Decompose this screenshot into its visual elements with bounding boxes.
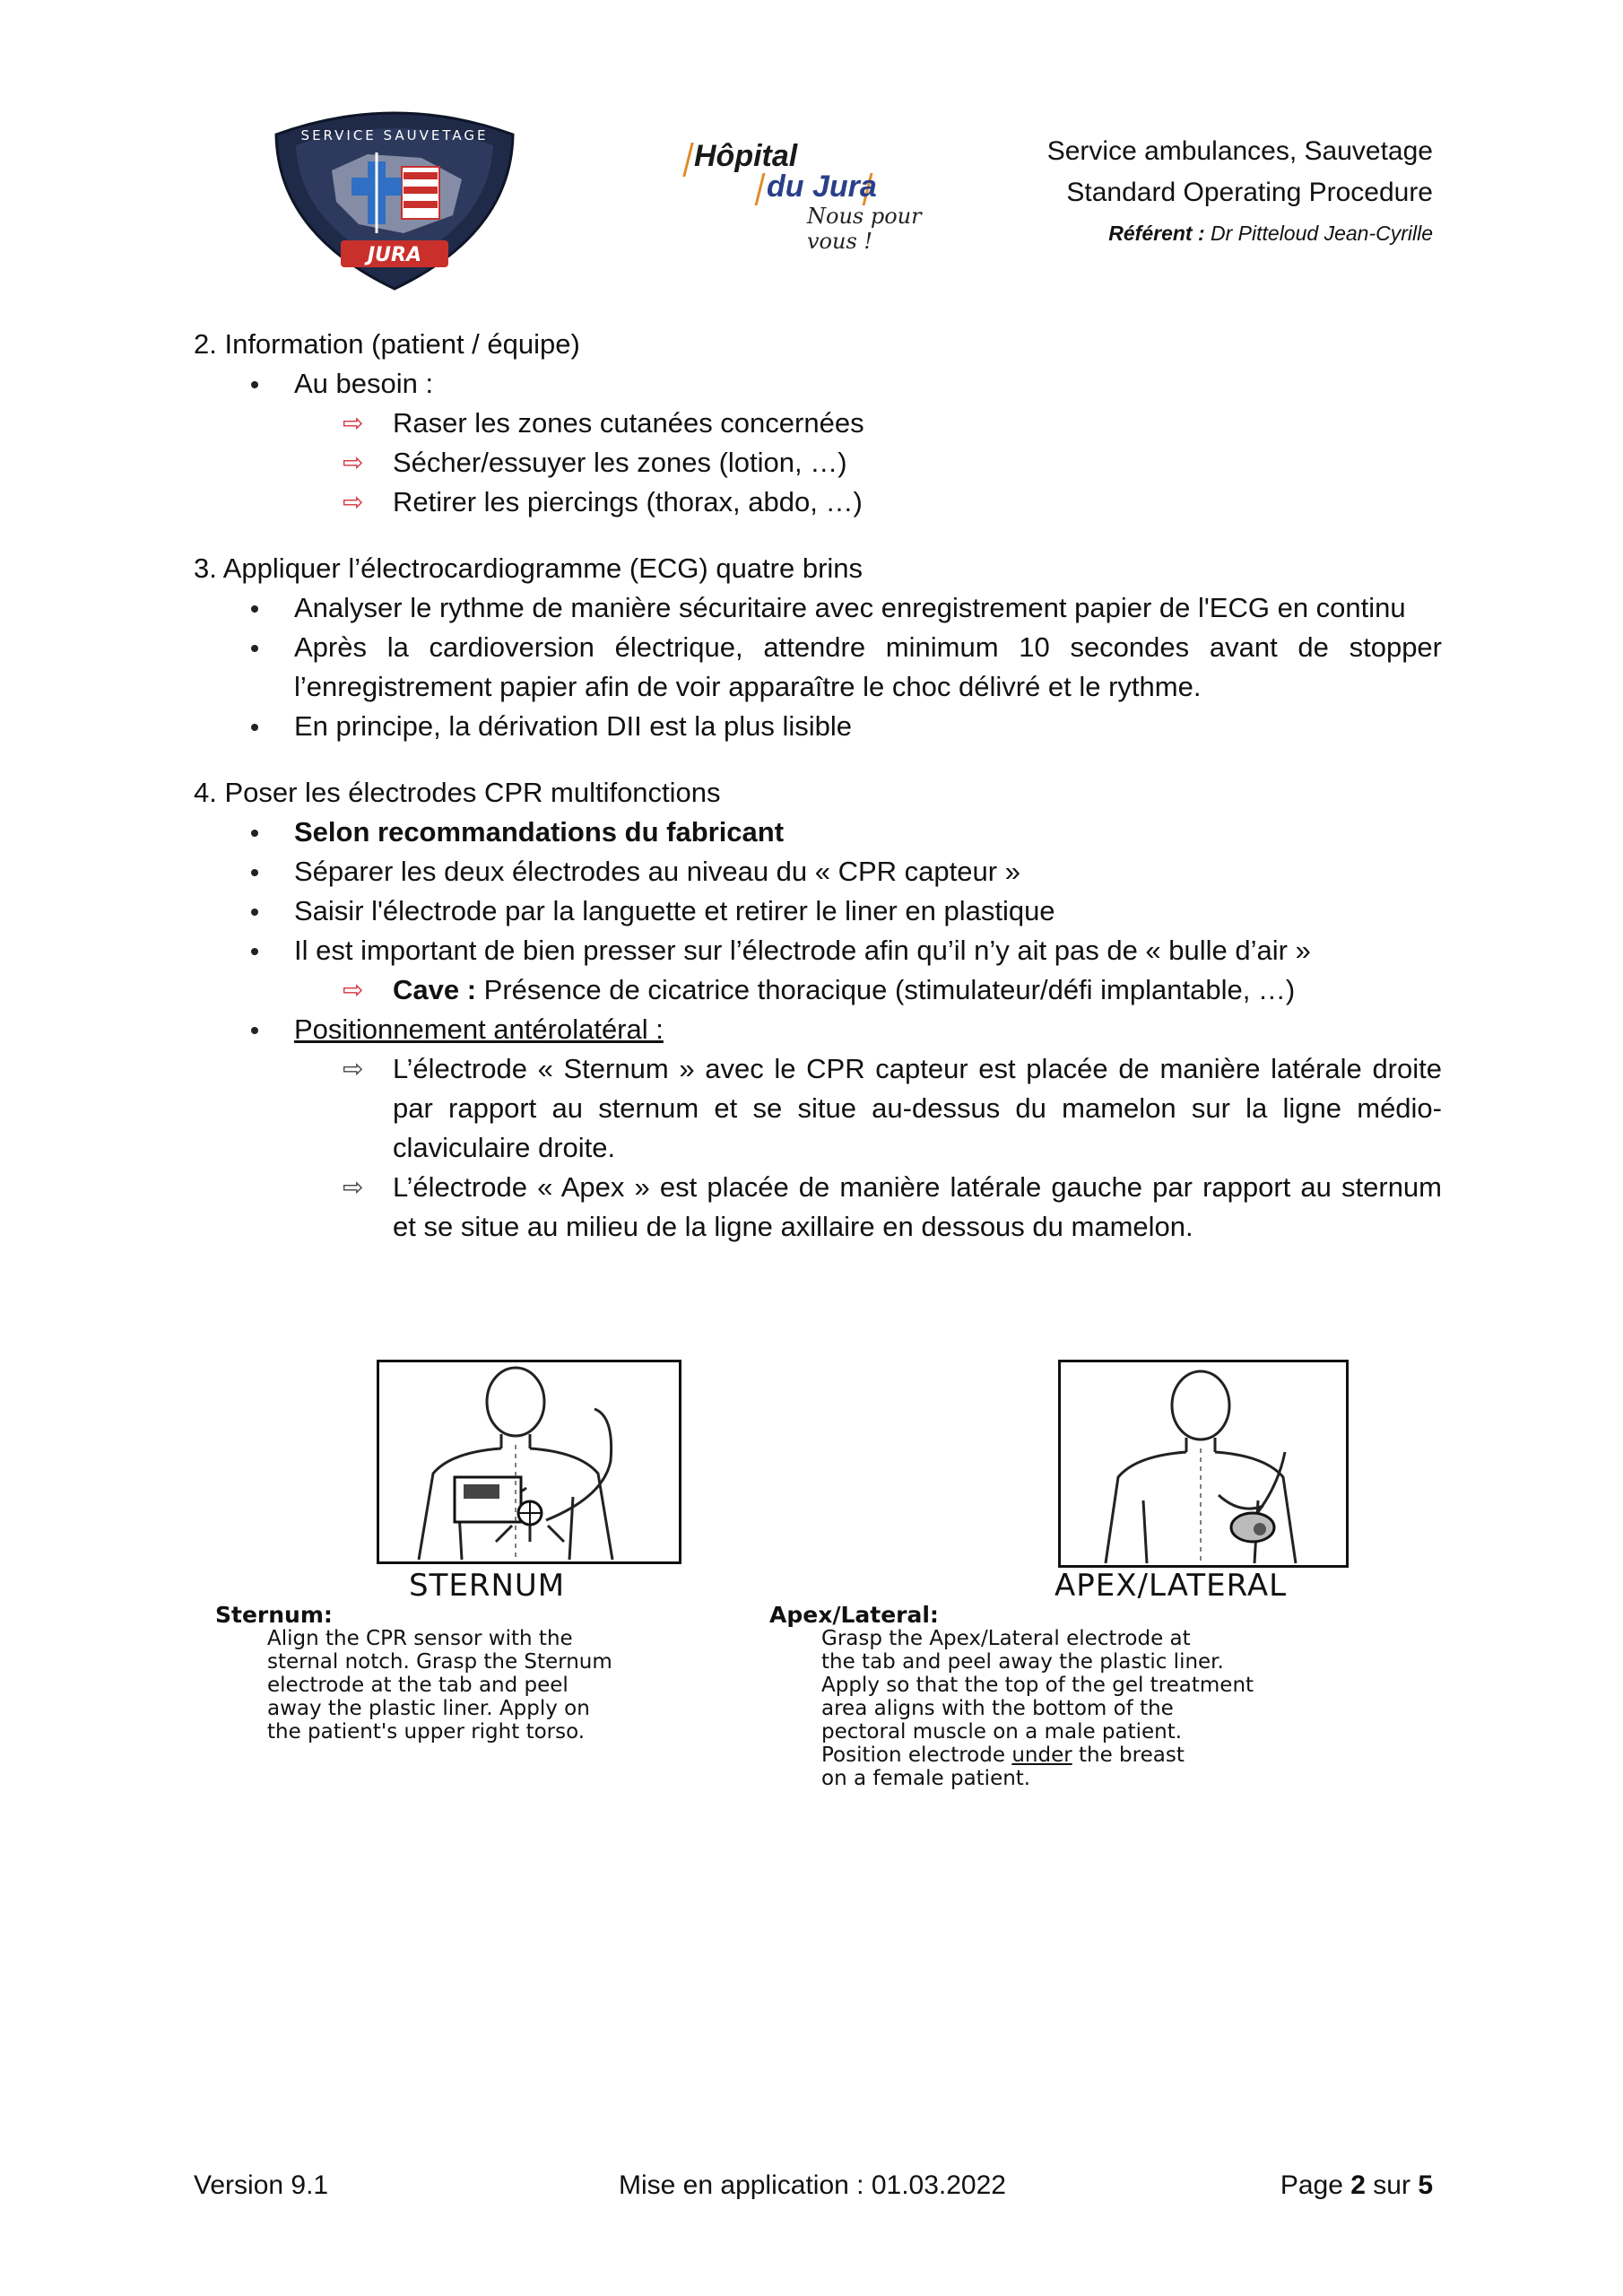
hospital-name-line1: Hôpital [694,139,798,173]
arrow-right-icon: ⇨ [343,1055,364,1083]
document-body [194,325,1442,1274]
footer-date: Mise en application : 01.03.2022 [619,2170,1006,2200]
arrow-right-icon: ⇨ [343,1173,364,1201]
logo-ring-text: SERVICE SAUVETAGE [300,127,489,144]
section-3 [194,549,1442,746]
list-item: Après la cardioversion électrique, attendre minimum 10 secondes avant de stopper l’enregistrement papier afin de voir apparaître le choc délivré et le rythme. [194,628,1442,707]
logo-jura-text: JURA [367,244,422,266]
sternum-description: Align the CPR sensor with the sternal notch. Grasp the Sternum electrode at the tab and peel away the plastic liner. Apply on the patient's upper right torso. [267,1627,612,1744]
section-4 [194,773,1442,1247]
list-item: ⇨ Raser les zones cutanées concernées [194,404,1442,443]
list-item: Séparer les deux électrodes au niveau du « CPR capteur » [194,852,1442,891]
service-name: Service ambulances, Sauvetage [1046,136,1433,166]
referent-name: Dr Pitteloud Jean-Cyrille [1211,222,1433,245]
list-item: ⇨ Retirer les piercings (thorax, abdo, …) [194,483,1442,522]
apex-figure [1058,1360,1349,1568]
list-item: ⇨ Sécher/essuyer les zones (lotion, …) [194,443,1442,483]
header-info [1047,131,1433,253]
apex-caption: APEX/LATERAL [1055,1568,1288,1604]
list-item: Selon recommandations du fabricant [194,813,1442,852]
hospital-tagline: Nous pour vous ! [807,204,922,254]
sternum-figure [377,1360,681,1564]
arrow-right-icon: ⇨ [343,976,364,1004]
apex-description: Grasp the Apex/Lateral electrode at the tab and peel away the plastic liner. Apply so that the top of the gel treatment area aligns with the bottom of the pectoral muscle on a male patient. Position electrode under the breast on a female patient. [821,1627,1254,1790]
footer-page: Page 2 sur 5 [1280,2170,1433,2200]
section-2 [194,325,1442,522]
sternum-heading: Sternum: [215,1602,333,1628]
torso-sternum-illustration [379,1362,679,1561]
arrow-right-icon: ⇨ [343,488,364,516]
service-sauvetage-logo [269,99,520,291]
list-item: Analyser le rythme de manière sécuritaire avec enregistrement papier de l'ECG en continu [194,588,1442,628]
list-item: En principe, la dérivation DII est la plus lisible [194,707,1442,746]
list-item: ⇨ Cave : Présence de cicatrice thoracique (stimulateur/défi implantable, …) [194,970,1442,1010]
apex-heading: Apex/Lateral: [769,1602,939,1628]
section-3-title: 3. Appliquer l’électrocardiogramme (ECG) quatre brins [194,552,864,584]
list-item: Positionnement antérolatéral : [194,1010,1442,1049]
section-2-title: 2. Information (patient / équipe) [194,328,580,360]
footer-version: Version 9.1 [194,2170,329,2200]
list-item: Il est important de bien presser sur l’électrode afin qu’il n’y ait pas de « bulle d’air » [194,931,1442,970]
list-item: ⇨ L’électrode « Apex » est placée de manière latérale gauche par rapport au sternum et se situe au milieu de la ligne axillaire en dessous du mamelon. [194,1168,1442,1247]
document-type: Standard Operating Procedure [1066,178,1433,207]
list-item: Au besoin : [194,364,1442,404]
arrow-right-icon: ⇨ [343,409,364,437]
list-item: Saisir l'électrode par la languette et retirer le liner en plastique [194,891,1442,931]
sternum-caption: STERNUM [409,1568,566,1604]
referent [1047,213,1433,253]
list-item: ⇨ L’électrode « Sternum » avec le CPR capteur est placée de manière latérale droite par rapport au sternum et se situe au-dessus du mamelon sur la ligne médio-claviculaire droite. [194,1049,1442,1168]
section-4-title: 4. Poser les électrodes CPR multifonctions [194,777,721,808]
hopital-du-jura-logo [681,139,950,254]
hospital-name-line2: du Jura [767,170,877,204]
torso-apex-illustration [1061,1362,1346,1565]
arrow-right-icon: ⇨ [343,448,364,476]
referent-label: Référent : [1108,222,1205,245]
